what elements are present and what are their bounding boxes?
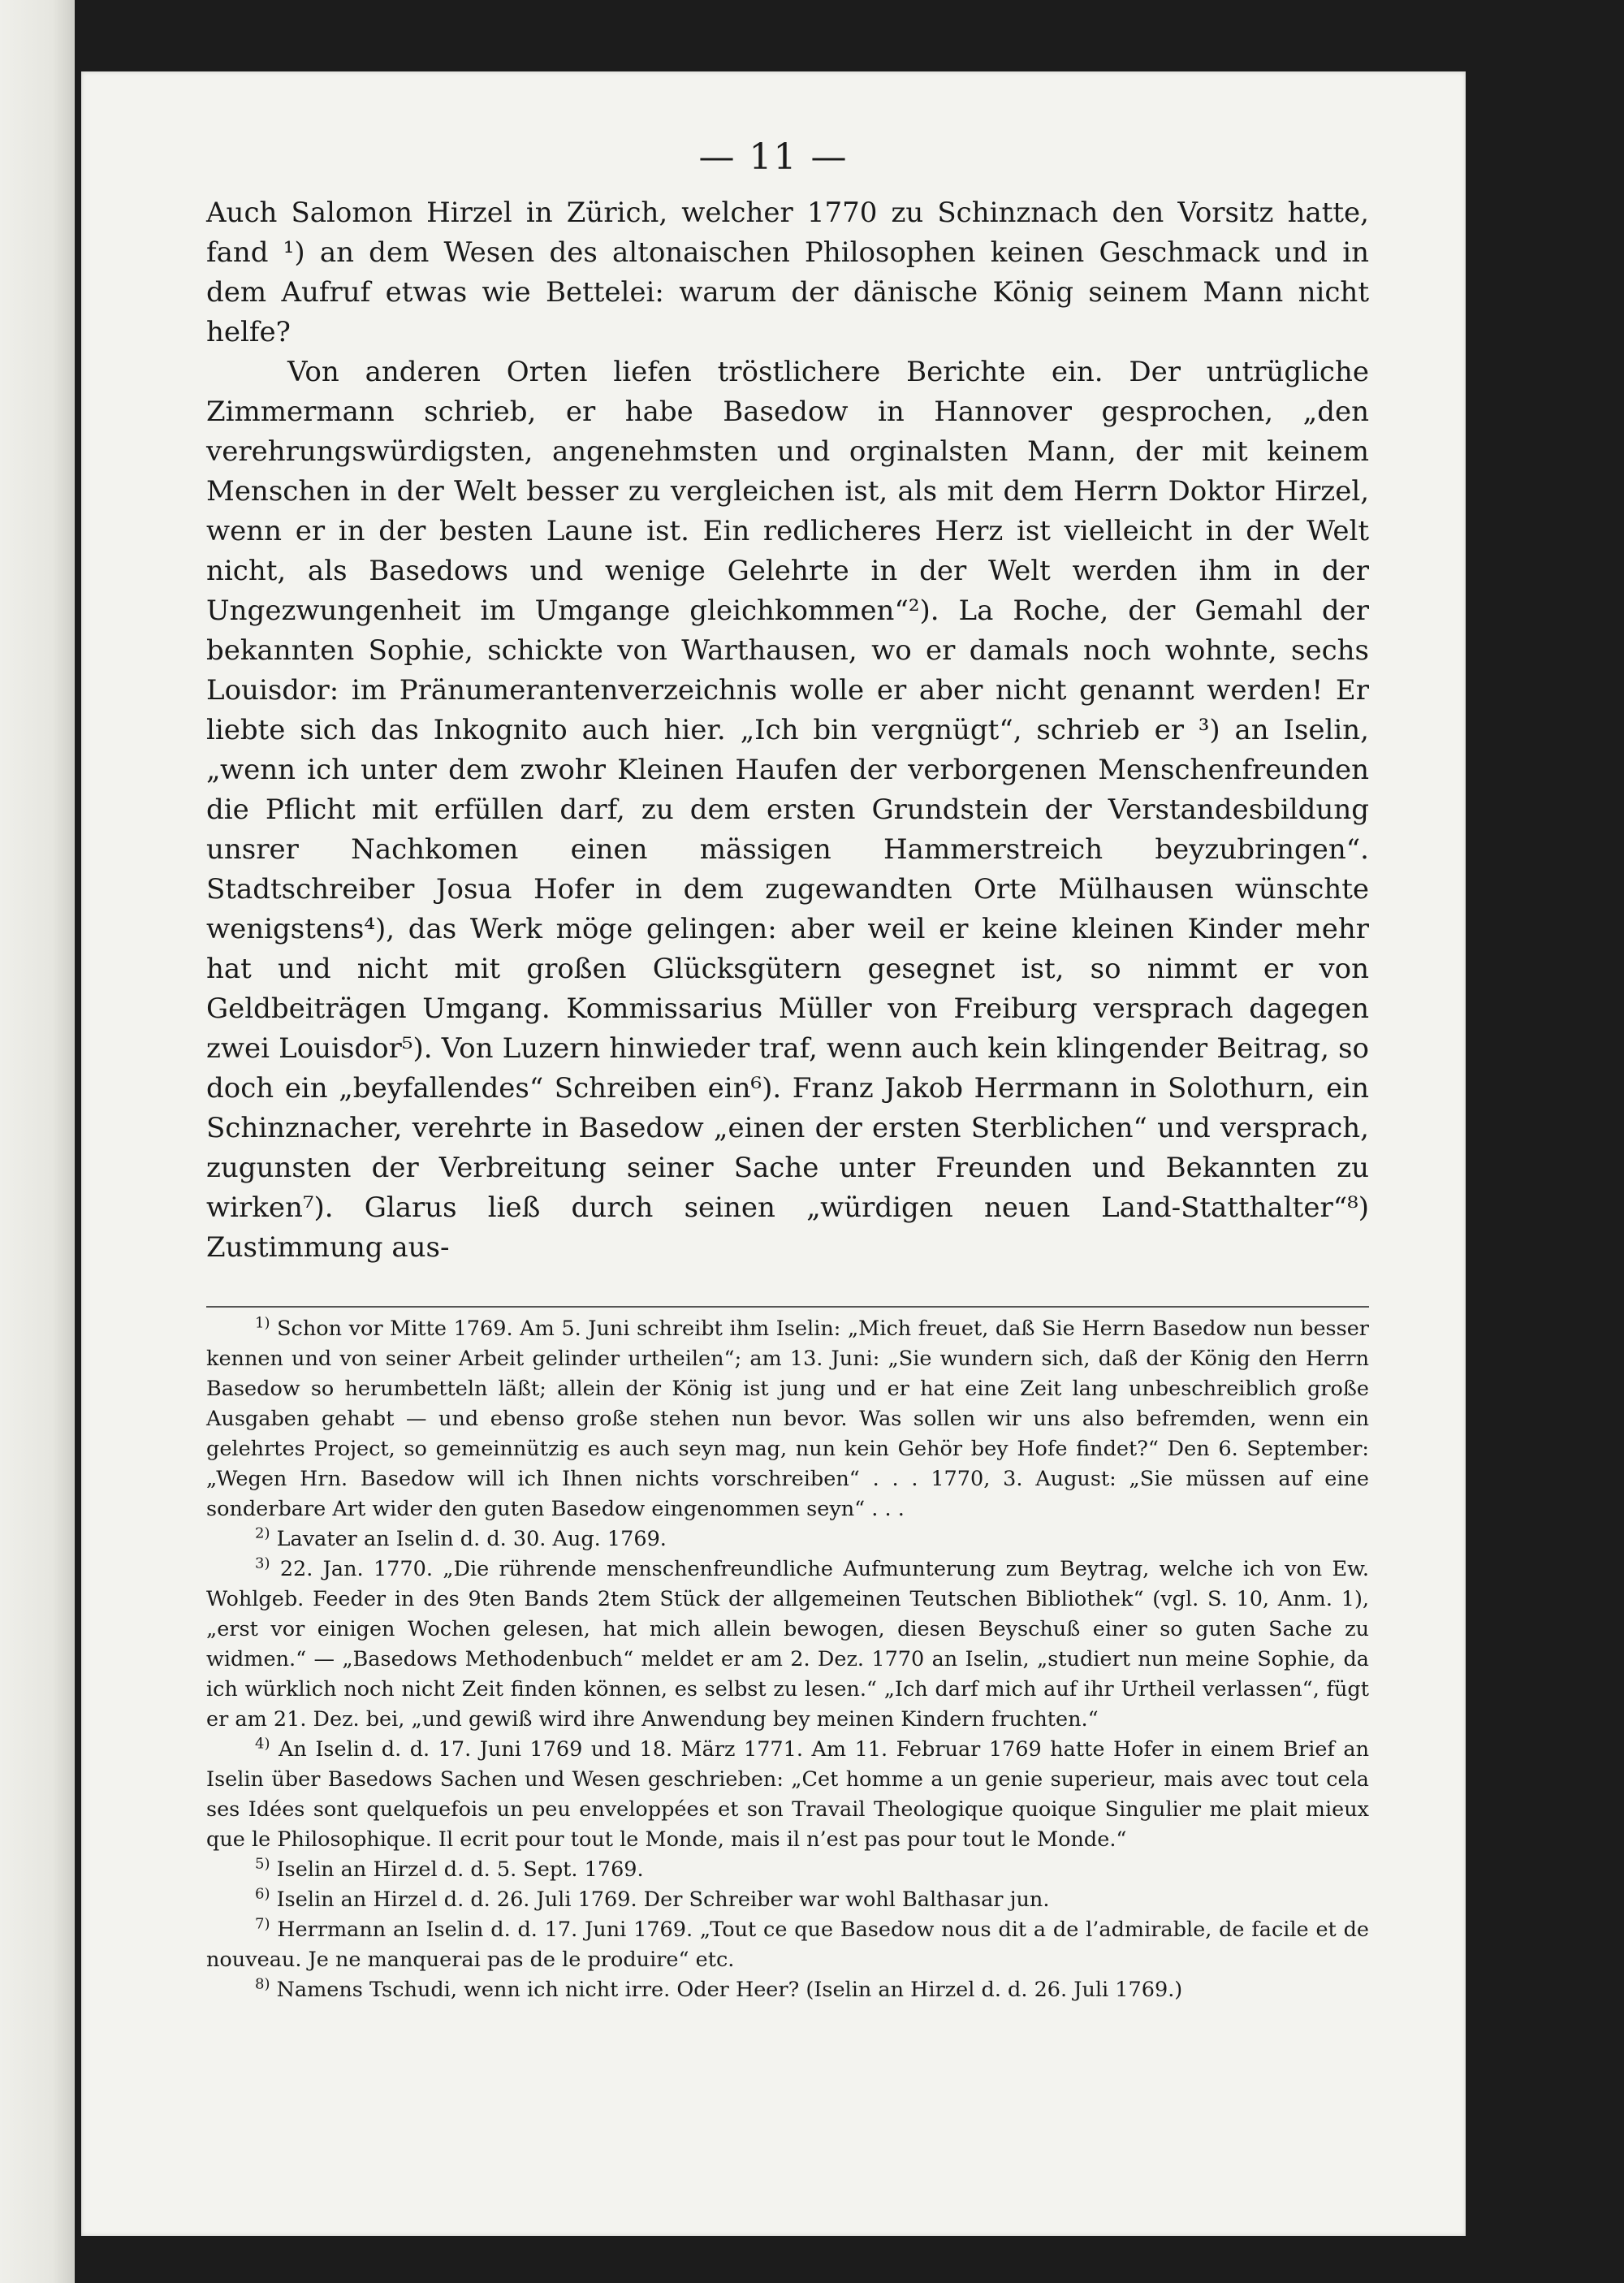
footnote-text: Namens Tschudi, wenn ich nicht irre. Oder Heer? (Iselin an Hirzel d. d. 26. Juli 1769.) bbox=[276, 1978, 1183, 2002]
footnote-mark: 1) bbox=[255, 1314, 270, 1332]
footnote-text: Lavater an Iselin d. d. 30. Aug. 1769. bbox=[276, 1527, 667, 1551]
footnote bbox=[206, 1554, 1369, 1735]
footnote bbox=[206, 1524, 1369, 1554]
footnote-divider bbox=[206, 1306, 1369, 1308]
book-page bbox=[81, 71, 1466, 2236]
paragraph: Auch Salomon Hirzel in Zürich, welcher 1770 zu Schinznach den Vorsitz hatte, fand ¹) an dem Wesen des altonaischen Philosophen keinen Geschmack und in dem Aufruf etwas wie Bettelei: warum der dänische König seinem Mann nicht helfe? bbox=[206, 197, 1369, 348]
footnote-text: Iselin an Hirzel d. d. 5. Sept. 1769. bbox=[276, 1857, 644, 1882]
footnotes bbox=[206, 1314, 1369, 2005]
footnote-mark: 6) bbox=[255, 1885, 270, 1903]
page-number: — 11 — bbox=[698, 136, 849, 178]
footnote bbox=[206, 1915, 1369, 1975]
footnote bbox=[206, 1885, 1369, 1915]
footnote-text: Herrmann an Iselin d. d. 17. Juni 1769. „Tout ce que Basedow nous dit a de l’admirable, de facile et de nouveau. Je ne manquerai pas de le produire“ etc. bbox=[206, 1918, 1370, 1972]
footnote-text: Schon vor Mitte 1769. Am 5. Juni schreibt ihm Iselin: „Mich freuet, daß Sie Herrn Basedow nun besser kennen und von seiner Arbeit gelinder urtheilen“; am 13. Juni: „Sie wundern sich, daß der König den Herrn Basedow so herumbetteln läßt; allein der König ist jung und er hat eine Zeit lang unbeschreiblich große Ausgaben gehabt — und ebenso große stehen nun bevor. Was sollen wir uns also befremden, wenn ein gelehrtes Project, so gemeinnützig es auch seyn mag, nun kein Gehör bey Hofe findet?“ Den 6. September: „Wegen Hrn. Basedow will ich Ihnen nichts vorschreiben“ . . . 1770, 3. August: „Sie müssen auf eine sonderbare Art wider den guten Basedow eingenommen seyn“ . . . bbox=[206, 1317, 1369, 1521]
main-text bbox=[206, 193, 1369, 1268]
book-binding-edge bbox=[0, 0, 75, 2283]
footnote-text: An Iselin d. d. 17. Juni 1769 und 18. März 1771. Am 11. Februar 1769 hatte Hofer in einem Brief an Iselin über Basedows Sachen und Wesen geschrieben: „Cet homme a un genie superieur, mais avec tout cela ses Idées sont quelquefois un peu enveloppées et son Travail Theologique quoique Singulier me plait mieux que le Philosophique. Il ecrit pour tout le Monde, mais il n’est pas pour tout le Monde.“ bbox=[206, 1737, 1369, 1852]
footnote-mark: 5) bbox=[255, 1855, 270, 1873]
footnote-text: Iselin an Hirzel d. d. 26. Juli 1769. Der Schreiber war wohl Balthasar jun. bbox=[276, 1887, 1050, 1912]
footnote-mark: 2) bbox=[255, 1524, 270, 1542]
footnote bbox=[206, 1855, 1369, 1885]
footnote bbox=[206, 1975, 1369, 2005]
paragraph: Von anderen Orten liefen tröstlichere Berichte ein. Der untrügliche Zimmermann schrieb, er habe Basedow in Hannover gesprochen, „den verehrungswürdigsten, angenehmsten und orginalsten Mann, der mit keinem Menschen in der Welt besser zu vergleichen ist, als mit dem Herrn Doktor Hirzel, wenn er in der besten Laune ist. Ein redlicheres Herz ist vielleicht in der Welt nicht, als Basedows und wenige Gelehrte in der Welt werden ihm in der Ungezwungenheit im Umgange gleichkommen“²). La Roche, der Gemahl der bekannten Sophie, schickte von Warthausen, wo er damals noch wohnte, sechs Louisdor: im Pränumerantenverzeichnis wolle er aber nicht genannt werden! Er liebte sich das Inkognito auch hier. „Ich bin vergnügt“, schrieb er ³) an Iselin, „wenn ich unter dem zwohr Kleinen Haufen der verborgenen Menschenfreunden die Pflicht mit erfüllen darf, zu dem ersten Grundstein der Verstandesbildung unsrer Nachkomen einen mässigen Hammerstreich beyzubringen“. Stadtschreiber Josua Hofer in dem zugewandten Orte Mülhausen wünschte wenigstens⁴), das Werk möge gelingen: aber weil er keine kleinen Kinder mehr hat und nicht mit großen Glücksgütern gesegnet ist, so nimmt er von Geldbeiträgen Umgang. Kommissarius Müller von Freiburg versprach dagegen zwei Louisdor⁵). Von Luzern hinwieder traf, wenn auch kein klingender Beitrag, so doch ein „beyfallendes“ Schreiben ein⁶). Franz Jakob Herrmann in Solothurn, ein Schinznacher, verehrte in Basedow „einen der ersten Sterblichen“ und versprach, zugunsten der Verbreitung seiner Sache unter Freunden und Bekannten zu wirken⁷). Glarus ließ durch seinen „würdigen neuen Land-Statthalter“⁸) Zustimmung aus- bbox=[206, 356, 1369, 1264]
footnote-mark: 7) bbox=[255, 1915, 270, 1933]
scan-background bbox=[1466, 0, 1624, 2283]
footnote-mark: 3) bbox=[255, 1554, 270, 1572]
footnote bbox=[206, 1314, 1369, 1524]
footnote-text: 22. Jan. 1770. „Die rührende menschenfreundliche Aufmunterung zum Beytrag, welche ich von Ew. Wohlgeb. Feeder in des 9ten Bands 2tem Stück der allgemeinen Teutschen Bibliothek“ (vgl. S. 10, Anm. 1), „erst vor einigen Wochen gelesen, hat mich allein bewogen, diesen Beyschuß einer so guten Sache zu widmen.“ — „Basedows Methodenbuch“ meldet er am 2. Dez. 1770 an Iselin, „studiert nun meine Sophie, da ich würklich noch nicht Zeit finden können, es selbst zu lesen.“ „Ich darf mich auf ihr Urtheil verlassen“, fügt er am 21. Dez. bei, „und gewiß wird ihre Anwendung bey meinen Kindern fruchten.“ bbox=[206, 1557, 1369, 1732]
footnote bbox=[206, 1735, 1369, 1855]
footnote-mark: 8) bbox=[255, 1975, 270, 1993]
footnote-mark: 4) bbox=[255, 1735, 270, 1753]
